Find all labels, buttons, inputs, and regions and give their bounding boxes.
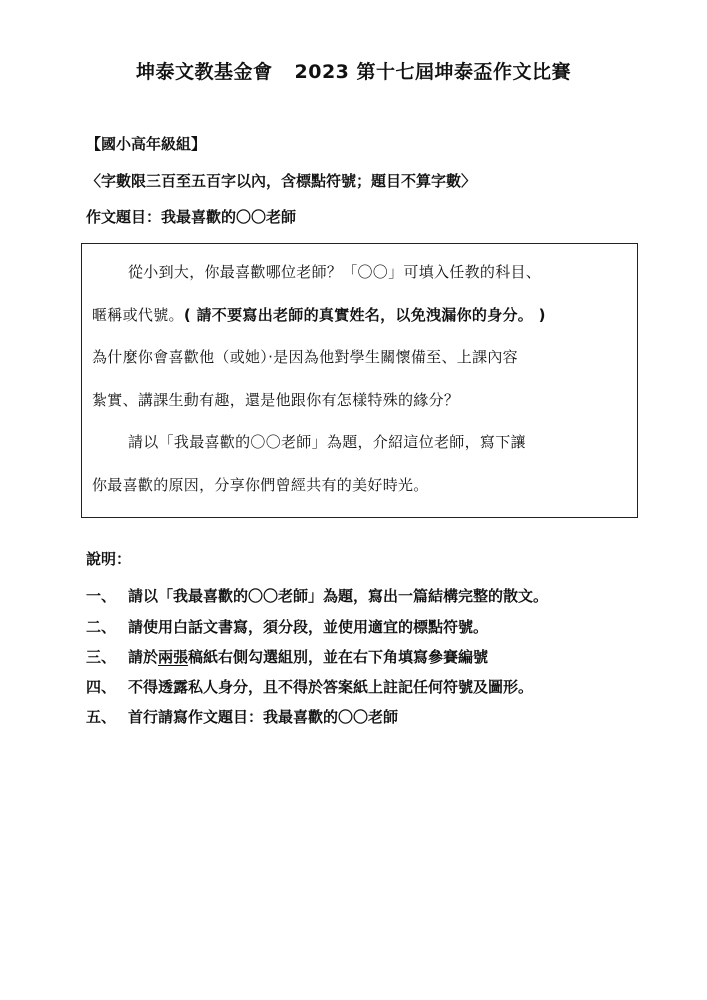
instruction-number: 三、 xyxy=(86,648,117,666)
instruction-text: 不得透露私人身分，且不得於答案紙上註記任何符號及圖形。 xyxy=(128,678,534,696)
document-title xyxy=(0,57,707,84)
title-organization: 坤泰文教基金會 xyxy=(135,61,273,83)
prompt-line: 從小到大，你最喜歡哪位老師？「〇〇」可填入任教的科目、 xyxy=(128,263,542,281)
instruction-number: 二、 xyxy=(86,618,117,636)
instruction-item xyxy=(86,676,533,697)
instruction-text: 首行請寫作文題目：我最喜歡的〇〇老師 xyxy=(128,708,399,726)
instruction-number: 四、 xyxy=(86,678,117,696)
title-event: 2023 第十七屆坤泰盃作文比賽 xyxy=(294,61,571,83)
instruction-item xyxy=(86,585,548,606)
instruction-item xyxy=(86,616,488,637)
instruction-text: 請於 xyxy=(128,648,159,666)
instruction-text: 稿紙右側勾選組別，並在右下角填寫參賽編號 xyxy=(188,648,489,666)
prompt-text: 暱稱或代號。 xyxy=(92,306,184,324)
instruction-item xyxy=(86,646,488,667)
instructions-heading: 說明： xyxy=(86,550,132,568)
prompt-line xyxy=(92,304,546,325)
instruction-text: 請以「我最喜歡的〇〇老師」為題，寫出一篇結構完整的散文。 xyxy=(128,587,549,605)
prompt-line: 你最喜歡的原因，分享你們曾經共有的美好時光。 xyxy=(92,476,429,494)
prompt-line: 紮實、講課生動有趣，還是他跟你有怎樣特殊的緣分？ xyxy=(92,391,460,409)
word-limit-note: 〈字數限三百至五百字以內，含標點符號；題目不算字數〉 xyxy=(86,172,477,190)
instruction-number: 五、 xyxy=(86,708,117,726)
prompt-line: 請以「我最喜歡的〇〇老師」為題，介紹這位老師，寫下讓 xyxy=(128,433,526,451)
group-label: 【國小高年級組】 xyxy=(86,135,207,153)
instruction-underlined-text: 兩張 xyxy=(158,648,189,666)
instruction-item xyxy=(86,706,398,727)
instruction-number: 一、 xyxy=(86,587,117,605)
topic-line: 作文題目：我最喜歡的〇〇老師 xyxy=(86,208,297,226)
prompt-line: 為什麼你會喜歡他（或她）‧是因為他對學生關懷備至、上課內容 xyxy=(92,348,518,366)
instruction-text: 請使用白話文書寫，須分段，並使用適宜的標點符號。 xyxy=(128,618,489,636)
prompt-warning: ( 請不要寫出老師的真實姓名，以免洩漏你的身分。 ) xyxy=(183,306,546,324)
prompt-box xyxy=(81,243,638,518)
